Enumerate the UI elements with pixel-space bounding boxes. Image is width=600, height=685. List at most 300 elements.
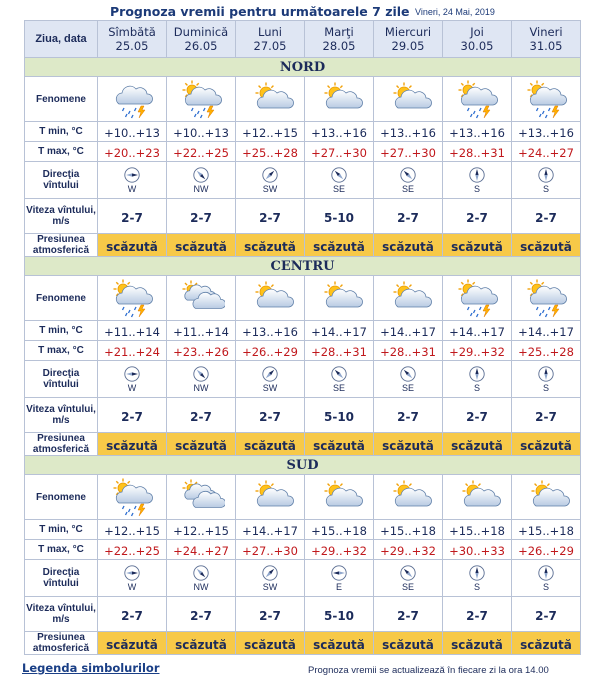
wind-direction-cell bbox=[374, 162, 443, 199]
current-date: Vineri, 24 Mai, 2019 bbox=[415, 7, 495, 17]
wind-direction-icon bbox=[538, 167, 554, 183]
day-date: 29.05 bbox=[391, 39, 425, 53]
phenomena-row bbox=[25, 276, 581, 321]
tmin-cell bbox=[236, 122, 305, 142]
day-name: Miercuri bbox=[384, 25, 432, 39]
day-header bbox=[443, 21, 512, 58]
wind-speed-row bbox=[25, 398, 581, 433]
wind-direction-label: SW bbox=[262, 581, 278, 592]
pressure-value: scăzută bbox=[520, 239, 572, 254]
clouds-icon bbox=[177, 277, 225, 319]
wind-direction-label: S bbox=[473, 382, 480, 393]
day-date: 25.05 bbox=[115, 39, 149, 53]
wind-direction-icon bbox=[124, 167, 140, 183]
wind-direction-label: SW bbox=[262, 183, 278, 194]
phenomena-cell bbox=[374, 77, 443, 122]
pressure-cell bbox=[443, 433, 512, 456]
tmin-value: +15..+18 bbox=[518, 524, 574, 538]
tmax-value: +28..+31 bbox=[449, 146, 505, 160]
wind-direction-cell bbox=[98, 361, 167, 398]
wind-direction-icon bbox=[193, 167, 209, 183]
wind-direction-label: W bbox=[127, 183, 137, 194]
tmin-value: +14..+17 bbox=[518, 325, 574, 339]
tmax-cell bbox=[443, 341, 512, 361]
pressure-cell bbox=[98, 632, 167, 655]
row-label: T min, °C bbox=[25, 520, 98, 540]
pressure-cell bbox=[236, 632, 305, 655]
tmin-value: +14..+17 bbox=[380, 325, 436, 339]
wind-direction-label: S bbox=[542, 382, 549, 393]
tmax-cell bbox=[305, 341, 374, 361]
row-label: Fenomene bbox=[25, 475, 98, 520]
pressure-value: scăzută bbox=[451, 637, 503, 652]
pressure-value: scăzută bbox=[313, 438, 365, 453]
wind-direction-label: W bbox=[127, 581, 137, 592]
tmin-value: +11..+14 bbox=[104, 325, 160, 339]
tmin-row bbox=[25, 122, 581, 142]
tmax-value: +26..+29 bbox=[242, 345, 298, 359]
pressure-value: scăzută bbox=[382, 637, 434, 652]
tmin-value: +13..+16 bbox=[311, 126, 367, 140]
tmax-value: +27..+30 bbox=[380, 146, 436, 160]
tmax-cell bbox=[167, 142, 236, 162]
region-name: NORD bbox=[25, 58, 581, 77]
wind-direction-cell bbox=[305, 560, 374, 597]
tmin-value: +10..+13 bbox=[104, 126, 160, 140]
pressure-cell bbox=[98, 234, 167, 257]
wind-speed-cell bbox=[305, 199, 374, 234]
tmax-value: +29..+32 bbox=[311, 544, 367, 558]
tmin-value: +13..+16 bbox=[449, 126, 505, 140]
wind-speed-value: 2-7 bbox=[259, 608, 281, 623]
tmax-cell bbox=[374, 540, 443, 560]
wind-speed-value: 2-7 bbox=[397, 409, 419, 424]
wind-direction-icon bbox=[400, 167, 416, 183]
tmin-value: +15..+18 bbox=[311, 524, 367, 538]
phenomena-row bbox=[25, 475, 581, 520]
wind-speed-cell bbox=[374, 199, 443, 234]
wind-direction-cell bbox=[305, 361, 374, 398]
phenomena-cell bbox=[167, 475, 236, 520]
phenomena-cell bbox=[443, 77, 512, 122]
row-label: T max, °C bbox=[25, 142, 98, 162]
pressure-value: scăzută bbox=[244, 637, 296, 652]
update-note: Prognoza vremii se actualizează în fiecare zi la ora 14.00 bbox=[308, 665, 549, 676]
tmax-value: +25..+28 bbox=[518, 345, 574, 359]
sun-cloud-icon bbox=[246, 277, 294, 319]
wind-direction-cell bbox=[305, 162, 374, 199]
day-date: 27.05 bbox=[253, 39, 287, 53]
sun-cloud-icon bbox=[384, 277, 432, 319]
tmax-value: +27..+30 bbox=[242, 544, 298, 558]
tmin-cell bbox=[236, 520, 305, 540]
tmax-cell bbox=[443, 540, 512, 560]
wind-speed-cell bbox=[167, 199, 236, 234]
wind-speed-cell bbox=[167, 597, 236, 632]
wind-direction-cell bbox=[374, 361, 443, 398]
sun-cloud-rain-storm-icon bbox=[108, 476, 156, 518]
pressure-value: scăzută bbox=[382, 438, 434, 453]
tmin-value: +14..+17 bbox=[311, 325, 367, 339]
wind-speed-cell bbox=[305, 597, 374, 632]
wind-speed-cell bbox=[98, 199, 167, 234]
wind-speed-cell bbox=[374, 398, 443, 433]
tmin-cell bbox=[236, 321, 305, 341]
tmin-cell bbox=[305, 122, 374, 142]
tmin-value: +15..+18 bbox=[380, 524, 436, 538]
tmin-value: +12..+15 bbox=[242, 126, 298, 140]
day-date: 30.05 bbox=[460, 39, 494, 53]
region-row bbox=[25, 58, 581, 77]
wind-direction-icon bbox=[193, 366, 209, 382]
day-header bbox=[236, 21, 305, 58]
wind-direction-label: SE bbox=[332, 382, 345, 393]
phenomena-cell bbox=[443, 276, 512, 321]
tmin-cell bbox=[374, 122, 443, 142]
wind-speed-value: 2-7 bbox=[190, 210, 212, 225]
wind-direction-label: S bbox=[473, 581, 480, 592]
sun-cloud-icon bbox=[384, 78, 432, 120]
corner-label: Ziua, data bbox=[25, 21, 98, 58]
tmax-value: +27..+30 bbox=[311, 146, 367, 160]
tmax-cell bbox=[512, 341, 581, 361]
pressure-value: scăzută bbox=[175, 239, 227, 254]
pressure-value: scăzută bbox=[313, 637, 365, 652]
tmin-cell bbox=[305, 520, 374, 540]
wind-direction-cell bbox=[443, 361, 512, 398]
wind-direction-icon bbox=[262, 167, 278, 183]
wind-speed-value: 2-7 bbox=[397, 210, 419, 225]
wind-direction-cell bbox=[167, 162, 236, 199]
tmin-cell bbox=[512, 122, 581, 142]
phenomena-cell bbox=[305, 77, 374, 122]
wind-direction-label: SE bbox=[401, 382, 414, 393]
phenomena-cell bbox=[236, 475, 305, 520]
pressure-cell bbox=[305, 433, 374, 456]
page-header bbox=[0, 2, 600, 20]
wind-direction-icon bbox=[262, 565, 278, 581]
wind-direction-label: S bbox=[542, 183, 549, 194]
sun-cloud-rain-storm-icon bbox=[177, 78, 225, 120]
tmax-cell bbox=[236, 540, 305, 560]
wind-direction-label: NW bbox=[193, 382, 209, 393]
tmin-value: +15..+18 bbox=[449, 524, 505, 538]
wind-direction-label: S bbox=[473, 183, 480, 194]
region-name: CENTRU bbox=[25, 257, 581, 276]
tmin-cell bbox=[167, 321, 236, 341]
wind-speed-value: 2-7 bbox=[535, 409, 557, 424]
tmax-row bbox=[25, 341, 581, 361]
phenomena-cell bbox=[512, 77, 581, 122]
row-label: Viteza vîntului, m/s bbox=[25, 398, 98, 433]
page-title: Prognoza vremii pentru următoarele 7 zile bbox=[110, 4, 410, 19]
sun-cloud-icon bbox=[246, 78, 294, 120]
tmin-value: +14..+17 bbox=[242, 524, 298, 538]
pressure-value: scăzută bbox=[244, 438, 296, 453]
region-name: SUD bbox=[25, 456, 581, 475]
pressure-value: scăzută bbox=[382, 239, 434, 254]
wind-direction-cell bbox=[512, 361, 581, 398]
wind-speed-row bbox=[25, 597, 581, 632]
wind-speed-value: 2-7 bbox=[259, 210, 281, 225]
pressure-cell bbox=[512, 234, 581, 257]
pressure-cell bbox=[374, 433, 443, 456]
phenomena-cell bbox=[512, 475, 581, 520]
phenomena-row bbox=[25, 77, 581, 122]
row-label: Fenomene bbox=[25, 77, 98, 122]
wind-direction-icon bbox=[469, 565, 485, 581]
tmax-value: +29..+32 bbox=[449, 345, 505, 359]
row-label: Presiunea atmosferică bbox=[25, 433, 98, 456]
sun-cloud-rain-storm-icon bbox=[108, 277, 156, 319]
sun-cloud-icon bbox=[315, 476, 363, 518]
phenomena-cell bbox=[512, 276, 581, 321]
day-name: Sîmbătă bbox=[108, 25, 156, 39]
phenomena-cell bbox=[236, 276, 305, 321]
sun-cloud-rain-storm-icon bbox=[522, 78, 570, 120]
phenomena-cell bbox=[98, 276, 167, 321]
row-label: T max, °C bbox=[25, 341, 98, 361]
phenomena-cell bbox=[98, 475, 167, 520]
wind-direction-icon bbox=[331, 366, 347, 382]
tmin-cell bbox=[167, 122, 236, 142]
tmin-value: +13..+16 bbox=[380, 126, 436, 140]
wind-direction-label: E bbox=[335, 581, 342, 592]
pressure-cell bbox=[374, 234, 443, 257]
wind-direction-icon bbox=[124, 366, 140, 382]
cloud-rain-storm-icon bbox=[108, 78, 156, 120]
tmax-value: +21..+24 bbox=[104, 345, 160, 359]
wind-speed-cell bbox=[236, 199, 305, 234]
tmax-value: +28..+31 bbox=[380, 345, 436, 359]
tmax-cell bbox=[98, 142, 167, 162]
pressure-value: scăzută bbox=[244, 239, 296, 254]
pressure-cell bbox=[167, 632, 236, 655]
wind-speed-cell bbox=[512, 597, 581, 632]
wind-direction-cell bbox=[443, 560, 512, 597]
tmax-cell bbox=[98, 341, 167, 361]
tmin-cell bbox=[443, 520, 512, 540]
tmin-cell bbox=[98, 520, 167, 540]
wind-speed-value: 2-7 bbox=[466, 409, 488, 424]
day-header-row bbox=[25, 21, 581, 58]
wind-speed-value: 2-7 bbox=[397, 608, 419, 623]
wind-direction-cell bbox=[236, 162, 305, 199]
tmin-value: +13..+16 bbox=[242, 325, 298, 339]
day-date: 31.05 bbox=[529, 39, 563, 53]
pressure-cell bbox=[374, 632, 443, 655]
tmin-cell bbox=[512, 321, 581, 341]
row-label: T min, °C bbox=[25, 122, 98, 142]
row-label: Viteza vîntului, m/s bbox=[25, 597, 98, 632]
wind-direction-row bbox=[25, 361, 581, 398]
tmin-cell bbox=[167, 520, 236, 540]
wind-speed-cell bbox=[443, 199, 512, 234]
wind-direction-cell bbox=[167, 361, 236, 398]
pressure-value: scăzută bbox=[520, 438, 572, 453]
wind-direction-label: SE bbox=[401, 581, 414, 592]
wind-speed-cell bbox=[443, 398, 512, 433]
wind-direction-label: NW bbox=[193, 183, 209, 194]
wind-direction-cell bbox=[98, 560, 167, 597]
phenomena-cell bbox=[305, 475, 374, 520]
tmax-cell bbox=[167, 341, 236, 361]
pressure-value: scăzută bbox=[175, 438, 227, 453]
pressure-cell bbox=[443, 234, 512, 257]
tmax-value: +30..+33 bbox=[449, 544, 505, 558]
wind-direction-cell bbox=[374, 560, 443, 597]
phenomena-cell bbox=[374, 276, 443, 321]
row-label: Direcţia vîntului bbox=[25, 361, 98, 398]
tmin-value: +10..+13 bbox=[173, 126, 229, 140]
sun-cloud-icon bbox=[522, 476, 570, 518]
tmin-value: +14..+17 bbox=[449, 325, 505, 339]
sun-cloud-icon bbox=[246, 476, 294, 518]
tmax-row bbox=[25, 540, 581, 560]
pressure-value: scăzută bbox=[175, 637, 227, 652]
wind-direction-row bbox=[25, 162, 581, 199]
wind-direction-icon bbox=[469, 167, 485, 183]
tmax-cell bbox=[374, 341, 443, 361]
wind-direction-icon bbox=[331, 167, 347, 183]
tmin-cell bbox=[374, 520, 443, 540]
day-name: Duminică bbox=[173, 25, 229, 39]
sun-cloud-rain-storm-icon bbox=[453, 277, 501, 319]
wind-speed-value: 2-7 bbox=[121, 210, 143, 225]
row-label: Fenomene bbox=[25, 276, 98, 321]
day-date: 26.05 bbox=[184, 39, 218, 53]
pressure-cell bbox=[305, 632, 374, 655]
wind-direction-icon bbox=[262, 366, 278, 382]
tmax-value: +23..+26 bbox=[173, 345, 229, 359]
row-label: T max, °C bbox=[25, 540, 98, 560]
wind-direction-label: W bbox=[127, 382, 137, 393]
row-label: T min, °C bbox=[25, 321, 98, 341]
day-name: Luni bbox=[258, 25, 282, 39]
tmax-cell bbox=[305, 540, 374, 560]
wind-speed-value: 2-7 bbox=[535, 608, 557, 623]
region-row bbox=[25, 456, 581, 475]
row-label: Direcţia vîntului bbox=[25, 560, 98, 597]
wind-speed-value: 2-7 bbox=[259, 409, 281, 424]
pressure-cell bbox=[512, 433, 581, 456]
pressure-cell bbox=[512, 632, 581, 655]
wind-speed-cell bbox=[305, 398, 374, 433]
tmax-value: +26..+29 bbox=[518, 544, 574, 558]
wind-speed-cell bbox=[236, 597, 305, 632]
wind-direction-icon bbox=[538, 565, 554, 581]
tmax-value: +28..+31 bbox=[311, 345, 367, 359]
tmax-value: +22..+25 bbox=[173, 146, 229, 160]
sun-cloud-icon bbox=[384, 476, 432, 518]
row-label: Presiunea atmosferică bbox=[25, 234, 98, 257]
day-name: Marţi bbox=[324, 25, 354, 39]
tmax-value: +29..+32 bbox=[380, 544, 436, 558]
phenomena-cell bbox=[443, 475, 512, 520]
pressure-value: scăzută bbox=[106, 239, 158, 254]
pressure-row bbox=[25, 234, 581, 257]
wind-direction-label: SE bbox=[332, 183, 345, 194]
phenomena-cell bbox=[167, 77, 236, 122]
tmax-cell bbox=[98, 540, 167, 560]
wind-speed-value: 2-7 bbox=[466, 608, 488, 623]
pressure-value: scăzută bbox=[520, 637, 572, 652]
phenomena-cell bbox=[167, 276, 236, 321]
pressure-value: scăzută bbox=[451, 239, 503, 254]
pressure-cell bbox=[236, 234, 305, 257]
clouds-icon bbox=[177, 476, 225, 518]
phenomena-cell bbox=[374, 475, 443, 520]
wind-direction-label: SE bbox=[401, 183, 414, 194]
wind-direction-cell bbox=[167, 560, 236, 597]
wind-direction-label: S bbox=[542, 581, 549, 592]
pressure-value: scăzută bbox=[313, 239, 365, 254]
tmin-cell bbox=[374, 321, 443, 341]
wind-speed-cell bbox=[443, 597, 512, 632]
wind-direction-icon bbox=[469, 366, 485, 382]
wind-speed-row bbox=[25, 199, 581, 234]
tmax-cell bbox=[236, 341, 305, 361]
day-date: 28.05 bbox=[322, 39, 356, 53]
row-label: Presiunea atmosferică bbox=[25, 632, 98, 655]
phenomena-cell bbox=[236, 77, 305, 122]
wind-speed-value: 2-7 bbox=[535, 210, 557, 225]
tmin-value: +12..+15 bbox=[173, 524, 229, 538]
pressure-cell bbox=[305, 234, 374, 257]
region-row bbox=[25, 257, 581, 276]
wind-speed-value: 5-10 bbox=[323, 409, 355, 424]
row-label: Direcţia vîntului bbox=[25, 162, 98, 199]
legend-link[interactable]: Legenda simbolurilor bbox=[22, 661, 160, 675]
day-header bbox=[167, 21, 236, 58]
day-name: Joi bbox=[470, 25, 484, 39]
wind-direction-row bbox=[25, 560, 581, 597]
wind-speed-cell bbox=[98, 398, 167, 433]
day-header bbox=[512, 21, 581, 58]
pressure-cell bbox=[167, 234, 236, 257]
day-header bbox=[98, 21, 167, 58]
pressure-row bbox=[25, 433, 581, 456]
wind-direction-label: SW bbox=[262, 382, 278, 393]
wind-direction-icon bbox=[400, 366, 416, 382]
tmin-cell bbox=[443, 122, 512, 142]
tmax-row bbox=[25, 142, 581, 162]
tmax-cell bbox=[305, 142, 374, 162]
wind-direction-cell bbox=[512, 162, 581, 199]
tmin-row bbox=[25, 520, 581, 540]
tmin-cell bbox=[305, 321, 374, 341]
tmin-cell bbox=[98, 122, 167, 142]
row-label: Viteza vîntului, m/s bbox=[25, 199, 98, 234]
wind-speed-value: 5-10 bbox=[323, 210, 355, 225]
phenomena-cell bbox=[305, 276, 374, 321]
wind-speed-cell bbox=[167, 398, 236, 433]
tmax-value: +24..+27 bbox=[173, 544, 229, 558]
wind-direction-cell bbox=[98, 162, 167, 199]
phenomena-cell bbox=[98, 77, 167, 122]
tmax-cell bbox=[167, 540, 236, 560]
tmax-value: +25..+28 bbox=[242, 146, 298, 160]
tmax-cell bbox=[236, 142, 305, 162]
pressure-cell bbox=[98, 433, 167, 456]
sun-cloud-rain-storm-icon bbox=[522, 277, 570, 319]
wind-speed-cell bbox=[374, 597, 443, 632]
tmin-value: +11..+14 bbox=[173, 325, 229, 339]
wind-direction-icon bbox=[193, 565, 209, 581]
tmax-cell bbox=[374, 142, 443, 162]
tmin-cell bbox=[98, 321, 167, 341]
wind-direction-cell bbox=[236, 560, 305, 597]
